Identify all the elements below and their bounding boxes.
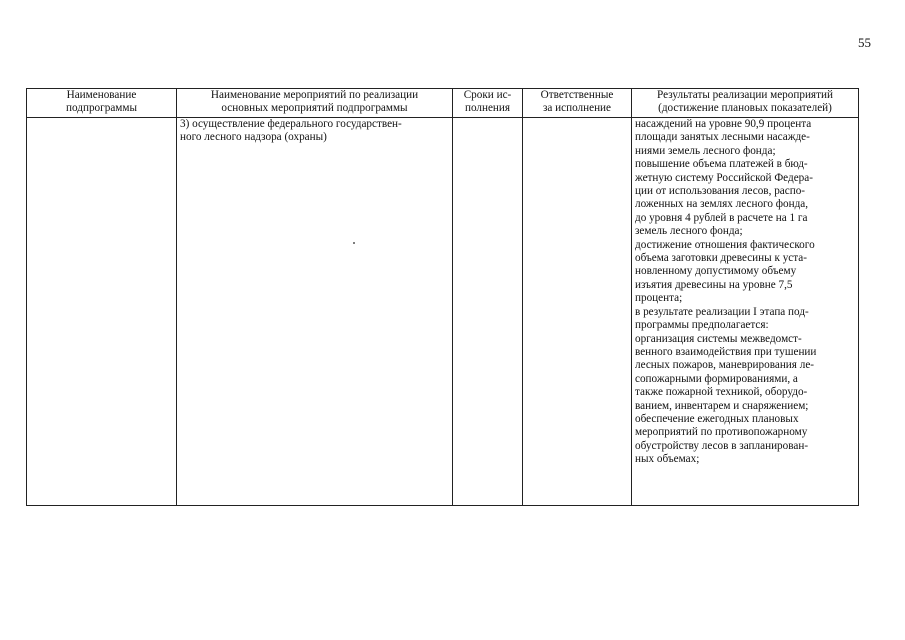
header-line: за исполнение bbox=[542, 102, 612, 115]
text-line: изъятия древесины на уровне 7,5 bbox=[635, 278, 793, 291]
header-subprogram bbox=[27, 89, 177, 118]
table-header-row bbox=[27, 89, 859, 118]
measures-text bbox=[180, 118, 449, 145]
text-line: земель лесного фонда; bbox=[635, 225, 743, 238]
header-line: Наименование мероприятий по реализации bbox=[210, 89, 419, 101]
scan-speck bbox=[353, 242, 355, 244]
header-line: Сроки ис- bbox=[463, 89, 512, 101]
results-text bbox=[635, 118, 855, 467]
text-line: повышение объема платежей в бюд- bbox=[635, 158, 808, 171]
header-line: подпрограммы bbox=[66, 102, 137, 115]
text-line: ложенных на землях лесного фонда, bbox=[635, 198, 809, 211]
cell-subprogram bbox=[27, 118, 177, 506]
cell-measures bbox=[177, 118, 453, 506]
cell-responsible bbox=[523, 118, 632, 506]
text-line: также пожарной техникой, оборудо- bbox=[635, 386, 808, 399]
cell-results bbox=[632, 118, 859, 506]
text-line: программы предполагается: bbox=[635, 319, 769, 332]
header-responsible bbox=[523, 89, 632, 118]
header-results bbox=[632, 89, 859, 118]
header-line: (достижение плановых показателей) bbox=[658, 102, 832, 115]
text-line: венного взаимодействия при тушении bbox=[635, 345, 817, 358]
text-line: лесных пожаров, маневрирования ле- bbox=[635, 359, 815, 372]
text-line: насаждений на уровне 90,9 процента bbox=[635, 118, 812, 130]
text-line: до уровня 4 рублей в расчете на 1 га bbox=[635, 211, 808, 224]
text-line: ванием, инвентарем и снаряжением; bbox=[635, 399, 809, 412]
text-line: мероприятий по противопожарному bbox=[635, 426, 808, 439]
text-line: жетную систему Российской Федера- bbox=[635, 171, 813, 184]
text-line: площади занятых лесными насажде- bbox=[635, 131, 810, 144]
table-row bbox=[27, 118, 859, 506]
text-line: ции от использования лесов, распо- bbox=[635, 185, 806, 198]
text-line: 3) осуществление федерального государствен- bbox=[180, 118, 402, 130]
text-line: ного лесного надзора (охраны) bbox=[180, 131, 327, 144]
header-line: Ответственные bbox=[540, 89, 614, 101]
text-line: процента; bbox=[635, 292, 683, 305]
header-line: полнения bbox=[464, 102, 511, 115]
text-line: обеспечение ежегодных плановых bbox=[635, 412, 799, 425]
header-line: Результаты реализации мероприятий bbox=[657, 89, 833, 101]
cell-terms bbox=[453, 118, 523, 506]
text-line: в результате реализации I этапа под- bbox=[635, 305, 809, 318]
text-line: ных объемах; bbox=[635, 453, 700, 466]
text-line: новленному допустимому объему bbox=[635, 265, 797, 278]
header-line: Наименование bbox=[66, 89, 137, 101]
text-line: сопожарными формированиями, а bbox=[635, 372, 798, 385]
header-measures bbox=[177, 89, 453, 118]
measures-table bbox=[26, 88, 859, 506]
text-line: организация системы межведомст- bbox=[635, 332, 802, 345]
text-line: обустройству лесов в запланирован- bbox=[635, 439, 809, 452]
text-line: ниями земель лесного фонда; bbox=[635, 144, 776, 157]
text-line: объема заготовки древесины к уста- bbox=[635, 252, 807, 265]
page-number: 55 bbox=[858, 35, 871, 50]
header-terms bbox=[453, 89, 523, 118]
text-line: достижение отношения фактического bbox=[635, 238, 815, 251]
header-line: основных мероприятий подпрограммы bbox=[221, 102, 408, 115]
